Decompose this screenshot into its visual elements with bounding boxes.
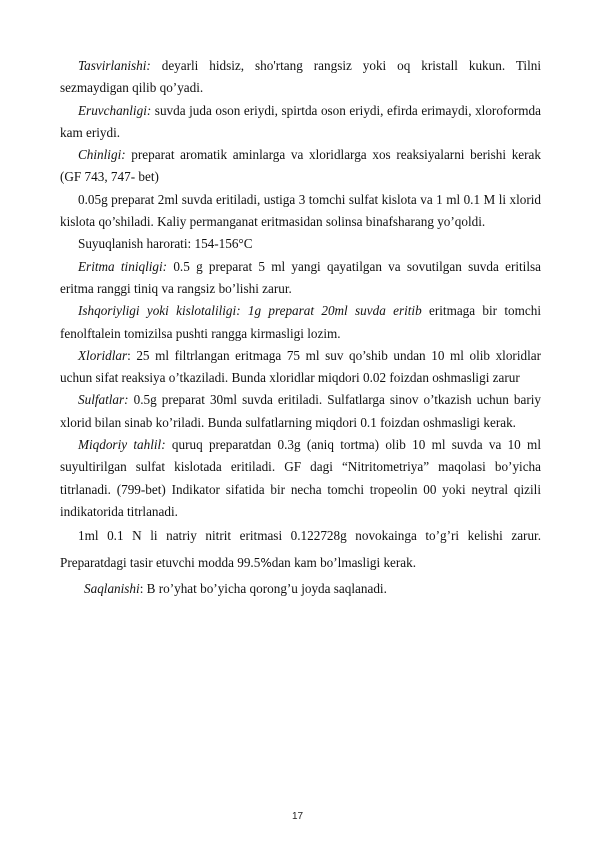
text-identity: preparat aromatik aminlarga va xloridlarga xos reaksiyalarni berishi kerak (GF 743, 747- bet): [60, 147, 541, 185]
paragraph-identity: [60, 144, 541, 189]
text-storage: : B ro’yhat bo’yicha qorong’u joyda saqlanadi.: [139, 580, 387, 596]
label-storage: Saqlanishi: [84, 580, 140, 596]
text-active-substance: Preparatdagi tasir etuvchi modda 99.5: [60, 554, 261, 570]
paragraph-identity-test: 0.05g preparat 2ml suvda eritiladi, ustiga 3 tomchi sulfat kislota va 1 ml 0.1 M li xlorid kislota qo’shiladi. Kaliy permanganat eritmasidan solinsa binafsharang yo’qoldi.: [60, 191, 541, 230]
paragraph-alkalinity: [60, 300, 541, 345]
paragraph-solubility: [60, 100, 541, 145]
text-description: deyarli hidsiz, sho'rtang rangsiz yoki oq kristall kukun. Tilni sezmaydigan qilib qo’yadi.: [60, 58, 541, 96]
percent-sign: %: [260, 555, 272, 570]
label-sulfates: Sulfatlar:: [78, 392, 129, 408]
text-assay: quruq preparatdan 0.3g (aniq tortma) olib 10 ml suvda va 10 ml suyultirilgan sulfat kislotada eritiladi. GF dagi “Nitritometriya” maqolasi bo’yicha titrlanadi. (799-bet) Indikator sifatida bir necha tomchi tropeolin 00 yoki neytral qizili indikatorida titrlanadi.: [60, 437, 541, 519]
label-identity: Chinligi:: [78, 147, 126, 163]
label-solubility: Eruvchanligi:: [78, 102, 152, 118]
paragraph-assay: [60, 434, 541, 523]
text-active-substance-end: dan kam bo’lmasligi kerak.: [271, 554, 417, 570]
paragraph-melting-point: Suyuqlanish harorati: 154-156°C: [78, 236, 253, 252]
paragraph-clarity: [60, 256, 541, 301]
text-sulfates: 0.5g preparat 30ml suvda eritiladi. Sulfatlarga sinov o’tkazish uchun bariy xlorid bilan sinab ko’riladi. Bunda sulfatlarning miqdori 0.1 foizdan oshmasligi kerak.: [60, 392, 541, 430]
text-solubility: suvda juda oson eriydi, spirtda oson eriydi, efirda erimaydi, xloroformda kam eriydi.: [60, 102, 541, 140]
paragraph-active-substance: [60, 552, 541, 574]
text-clarity: 0.5 g preparat 5 ml yangi qayatilgan va sovutilgan suvda eritilsa eritma ranggi tiniq va rangsiz bo’lishi zarur.: [60, 258, 541, 296]
paragraph-sulfates: [60, 389, 541, 434]
label-assay: Miqdoriy tahlil:: [78, 437, 166, 453]
label-chlorides: Xloridlar: [78, 347, 128, 363]
text-alkalinity: eritmaga bir tomchi fenolftalein tomizilsa pushti rangga kirmasligi lozim.: [60, 303, 542, 341]
page-number: 17: [291, 811, 304, 822]
label-alkalinity: Ishqoriyligi yoki kislotaliligi: 1g preparat 20ml suvda eritib: [78, 303, 422, 319]
document-body: [60, 55, 541, 600]
label-clarity: Eritma tiniqligi:: [78, 258, 168, 274]
paragraph-titrant: 1ml 0.1 N li natriy nitrit eritmasi 0.122728g novokainga to’g’ri kelishi zarur.: [78, 528, 541, 544]
text-chlorides: : 25 ml filtrlangan eritmaga 75 ml suv qo’shib undan 10 ml olib xloridlar uchun sifat reaksiya o’tkaziladi. Bunda xloridlar miqdori 0.02 foizdan oshmasligi zarur: [60, 347, 541, 386]
paragraph-chlorides: [60, 345, 541, 390]
label-description: Tasvirlanishi:: [78, 58, 151, 73]
paragraph-storage: [60, 578, 541, 600]
paragraph-description: [60, 55, 541, 100]
